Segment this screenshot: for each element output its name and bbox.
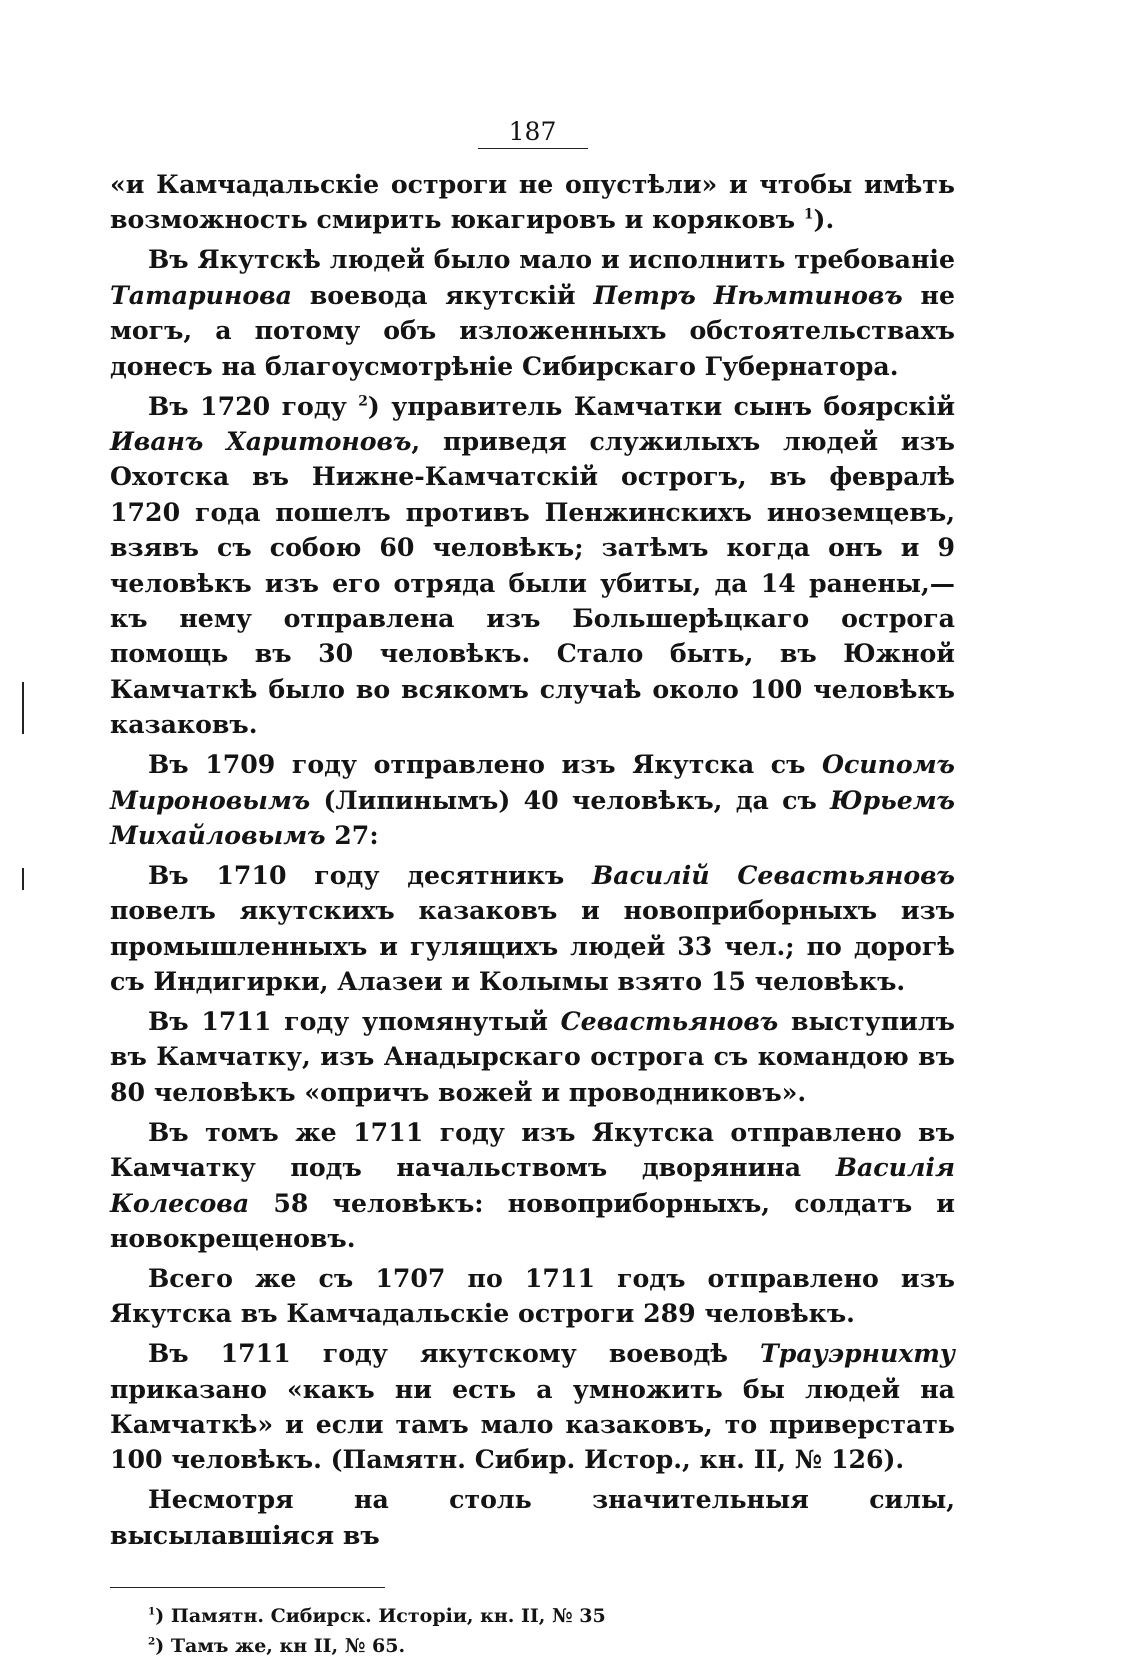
footnote-mark: 2	[148, 1635, 156, 1648]
footnote-mark: 1	[148, 1605, 156, 1618]
text-run: 58 человѣкъ: новоприборныхъ, солдатъ и новокрещеновъ.	[110, 1187, 955, 1253]
text-run: Въ 1711 году упомянутый	[148, 1006, 561, 1036]
text-run: ) управитель Камчатки сынъ боярскій	[367, 390, 955, 421]
paragraph	[110, 1482, 955, 1553]
paragraph	[110, 1336, 955, 1478]
italic-name: Василія Колесова	[110, 1152, 955, 1218]
paragraph	[110, 242, 955, 384]
footnote	[148, 1632, 955, 1660]
paragraph	[110, 1004, 955, 1110]
text-run: Въ 1710 году десятникъ	[148, 859, 593, 890]
text-run: Въ томъ же 1711 году изъ Якутска отправлено въ Камчатку подъ начальствомъ дворянина	[110, 1116, 955, 1183]
paragraph	[110, 1261, 955, 1332]
text-run: приказано «какъ ни есть а умножить бы людей на Камчаткѣ» и если тамъ мало казаковъ, то приверстать 100 человѣкъ. (Памятн. Сибир. Истор., кн. II, № 126).	[110, 1373, 955, 1475]
text-run: Въ Якутскѣ людей было мало и исполнить требованіе	[148, 244, 955, 275]
italic-name: Василій Севастьяновъ	[592, 859, 955, 890]
paragraph	[110, 389, 955, 743]
italic-name: Иванъ Харитоновъ	[110, 425, 412, 456]
text-run: Въ 1709 году отправлено изъ Якутска съ	[148, 749, 823, 780]
text-run: , приведя служилыхъ людей изъ Охотска въ Нижне-Камчатскій острогъ, въ февралѣ 1720 года пошелъ противъ Пенжинскихъ иноземцевъ, взявъ съ собою 60 человѣкъ; затѣмъ когда онъ и 9 человѣкъ изъ его отряда были убиты, да 14 ранены,— къ нему отправлена изъ Большерѣцкаго острога помощь въ 30 человѣкъ. Стало быть, въ Южной Камчаткѣ было во всякомъ случаѣ около 100 человѣкъ казаковъ.	[110, 425, 955, 740]
page	[110, 118, 955, 1662]
text-run: не могъ, а потому объ изложенныхъ обстоятельствахъ донесъ на благоусмотрѣніе Сибирскаго Губернатора.	[110, 279, 955, 381]
margin-mark	[22, 868, 24, 890]
footnote-reference: 1	[803, 207, 814, 224]
text-run: выступилъ въ Камчатку, изъ Анадырскаго острога съ командою въ 80 человѣкъ «опричъ вожей и проводниковъ».	[110, 1006, 955, 1107]
paragraph	[110, 1115, 955, 1257]
text-run: (Липинымъ) 40 человѣкъ, да съ	[310, 784, 831, 815]
paragraph	[110, 858, 955, 1000]
text-run: «и Камчадальскіе остроги не опустѣли» и чтобы имѣть возможность смирить юкагировъ и коряковъ	[110, 169, 955, 235]
italic-name: Осипомъ Мироновымъ	[110, 749, 955, 815]
text-run: Въ 1720 году	[148, 390, 359, 421]
footnote-text: ) Памятн. Сибирск. Исторіи, кн. II, № 35	[155, 1605, 606, 1628]
page-number: 187	[478, 118, 588, 149]
footnotes	[110, 1602, 955, 1660]
text-run: Въ 1711 году якутскому воеводѣ	[148, 1338, 760, 1369]
text-run: 27:	[325, 819, 379, 850]
body-text	[110, 167, 955, 1553]
text-run: Всего же съ 1707 по 1711 годъ отправлено изъ Якутска въ Камчадальскіе остроги 289 человѣкъ.	[110, 1262, 955, 1329]
text-run: ).	[813, 204, 835, 235]
italic-name: Трауэрнихту	[759, 1338, 955, 1369]
margin-mark	[22, 682, 24, 734]
paragraph	[110, 167, 955, 238]
paragraph	[110, 747, 955, 853]
italic-name: Севастьяновъ	[560, 1006, 779, 1036]
italic-name: Татаринова	[110, 279, 292, 310]
text-run: повелъ якутскихъ казаковъ и новоприборныхъ изъ промышленныхъ и гулящихъ людей 33 чел.; по дорогѣ съ Индигирки, Алазеи и Колымы взято 15 человѣкъ.	[110, 895, 955, 997]
italic-name: Юрьемъ Михайловымъ	[110, 784, 955, 850]
footnote	[148, 1602, 955, 1630]
footnote-divider	[110, 1587, 385, 1588]
text-run: воевода якутскій	[291, 279, 594, 310]
text-run: Несмотря на столь значительныя силы, высылавшіяся въ	[110, 1484, 955, 1550]
footnote-reference: 2	[358, 393, 368, 410]
footnote-text: ) Тамъ же, кн II, № 65.	[155, 1635, 406, 1658]
italic-name: Петръ Нѣмтиновъ	[593, 279, 903, 310]
